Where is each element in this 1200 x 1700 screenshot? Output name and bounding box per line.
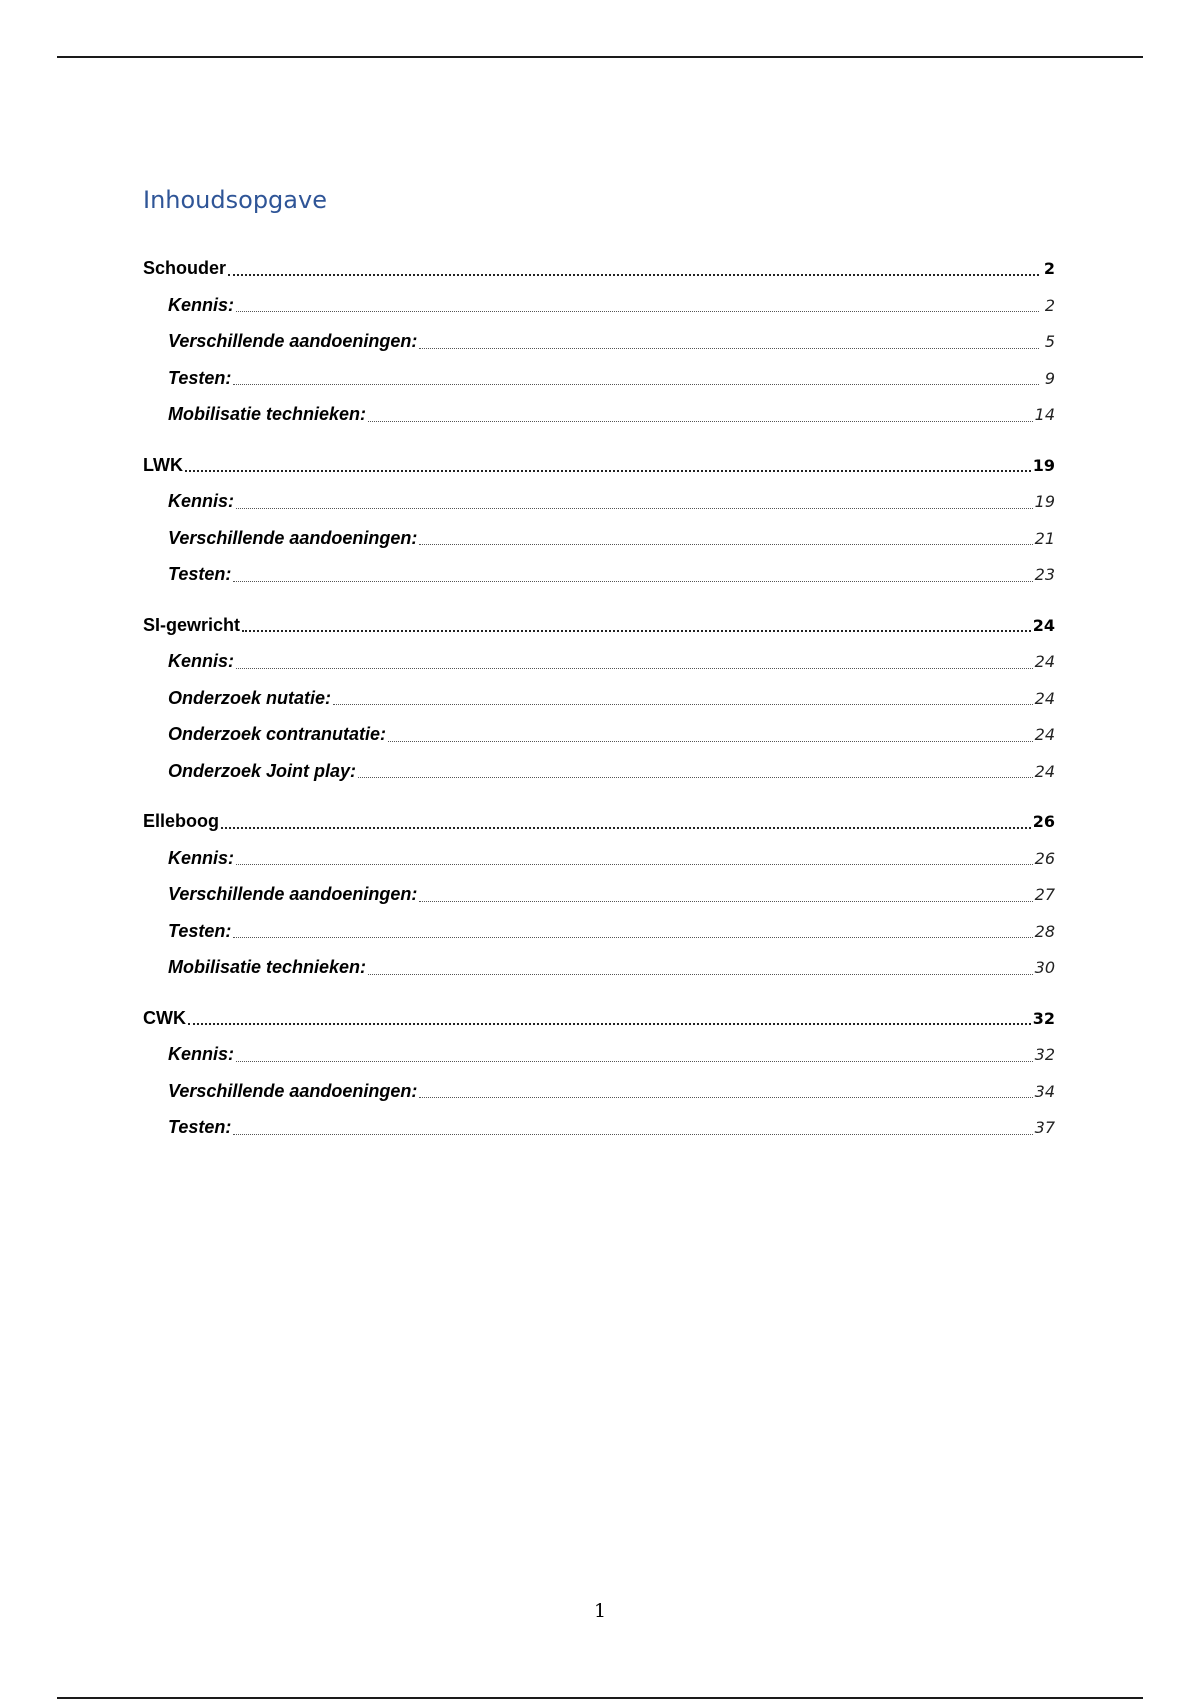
toc-entry-label: CWK [143,1007,186,1028]
toc-page-number: 19 [1032,455,1055,475]
header-rule [57,56,1143,58]
page-number-footer: 1 [593,1600,607,1622]
toc-subentry-label: Kennis: [168,294,235,315]
toc-entry-elleboog[interactable] [143,803,1055,840]
toc-page-number: 5 [1044,332,1055,351]
toc-subentry[interactable] [143,360,1055,397]
toc-entry-schouder[interactable] [143,250,1055,287]
toc-subentry-label: Kennis: [168,491,235,511]
toc-subentry[interactable] [143,1109,1055,1146]
toc-subentry-label: Kennis: [168,847,235,868]
toc-section [143,447,1055,593]
toc-section [143,607,1055,790]
toc-page-number: 32 [1034,1045,1055,1064]
dot-leader [233,937,1032,938]
toc-subentry[interactable] [143,396,1055,433]
toc-subentry-label: Testen: [168,367,232,388]
toc-subentry[interactable] [143,1073,1055,1110]
toc-page-number: 26 [1034,848,1055,868]
dot-leader [419,901,1032,902]
toc-entry-cwk[interactable] [143,1000,1055,1037]
toc-subentry-label: Onderzoek contranutatie: [168,724,387,744]
toc-subentry[interactable] [143,323,1055,360]
toc-list [143,250,1055,1146]
toc-subentry[interactable] [143,680,1055,717]
toc-entry-lwk[interactable] [143,447,1055,484]
toc-page-number: 34 [1034,1081,1055,1101]
toc-subentry-label: Onderzoek Joint play: [168,760,357,781]
toc-section [143,803,1055,986]
toc-subentry-label: Kennis: [168,1044,235,1064]
dot-leader [236,864,1033,865]
toc-page-number: 26 [1032,812,1055,831]
toc-subentry-label: Testen: [168,564,232,584]
dot-leader [185,470,1031,472]
toc-subentry-label: Verschillende aandoeningen: [168,527,418,548]
toc-page-number: 14 [1034,405,1055,424]
dot-leader [233,1134,1032,1135]
toc-section [143,250,1055,433]
toc-page-number: 27 [1034,885,1055,904]
toc-page-number: 24 [1034,725,1055,744]
dot-leader [368,421,1033,422]
toc-page-number: 32 [1032,1008,1055,1028]
toc-subentry-label: Testen: [168,920,232,941]
toc-subentry-label: Verschillende aandoeningen: [168,1080,418,1101]
toc-entry-label: Elleboog [143,811,219,831]
toc-page-number: 9 [1044,368,1055,388]
toc-page-number: 37 [1034,1118,1055,1137]
dot-leader [236,311,1039,312]
toc-subentry-label: Verschillende aandoeningen: [168,331,418,351]
toc-page-number: 2 [1043,259,1055,278]
toc-page-number: 23 [1034,565,1055,584]
toc-subentry-label: Verschillende aandoeningen: [168,884,418,904]
dot-leader [236,1061,1033,1062]
footer-rule [57,1697,1143,1699]
dot-leader [419,348,1039,349]
toc-section [143,1000,1055,1146]
toc-entry-label: SI-gewricht [143,614,241,635]
toc-page-number: 24 [1032,615,1055,635]
dot-leader [388,741,1033,742]
dot-leader [221,827,1031,829]
toc-subentry-label: Mobilisatie technieken: [168,404,367,424]
dot-leader [419,1097,1032,1098]
toc-subentry[interactable] [143,913,1055,950]
toc-subentry[interactable] [143,1036,1055,1073]
toc-subentry-label: Onderzoek nutatie: [168,687,332,708]
toc-page-number: 19 [1034,492,1055,511]
toc-page-number: 30 [1034,958,1055,977]
toc-page-number: 24 [1034,652,1055,671]
toc-subentry-label: Mobilisatie technieken: [168,957,367,977]
dot-leader [358,777,1033,778]
dot-leader [233,384,1039,385]
toc-subentry-label: Testen: [168,1117,232,1137]
document-page [143,180,1055,1160]
toc-entry-label: Schouder [143,258,227,278]
toc-subentry[interactable] [143,556,1055,593]
dot-leader [242,630,1031,632]
toc-subentry[interactable] [143,876,1055,913]
toc-entry-label: LWK [143,454,183,475]
toc-subentry[interactable] [143,520,1055,557]
toc-subentry[interactable] [143,643,1055,680]
toc-subentry[interactable] [143,753,1055,790]
toc-page-number: 24 [1034,761,1055,781]
toc-title: Inhoudsopgave [143,186,327,214]
toc-page-number: 21 [1034,528,1055,548]
toc-subentry[interactable] [143,840,1055,877]
dot-leader [188,1023,1031,1025]
toc-subentry[interactable] [143,949,1055,986]
dot-leader [333,704,1033,705]
dot-leader [236,508,1033,509]
dot-leader [419,544,1032,545]
toc-subentry-label: Kennis: [168,651,235,671]
toc-page-number: 28 [1034,921,1055,941]
dot-leader [236,668,1033,669]
dot-leader [228,274,1039,276]
dot-leader [368,974,1033,975]
toc-page-number: 24 [1034,688,1055,708]
toc-entry-si-gewricht[interactable] [143,607,1055,644]
toc-subentry[interactable] [143,716,1055,753]
toc-subentry[interactable] [143,483,1055,520]
toc-page-number: 2 [1044,295,1055,315]
dot-leader [233,581,1032,582]
toc-subentry[interactable] [143,287,1055,324]
